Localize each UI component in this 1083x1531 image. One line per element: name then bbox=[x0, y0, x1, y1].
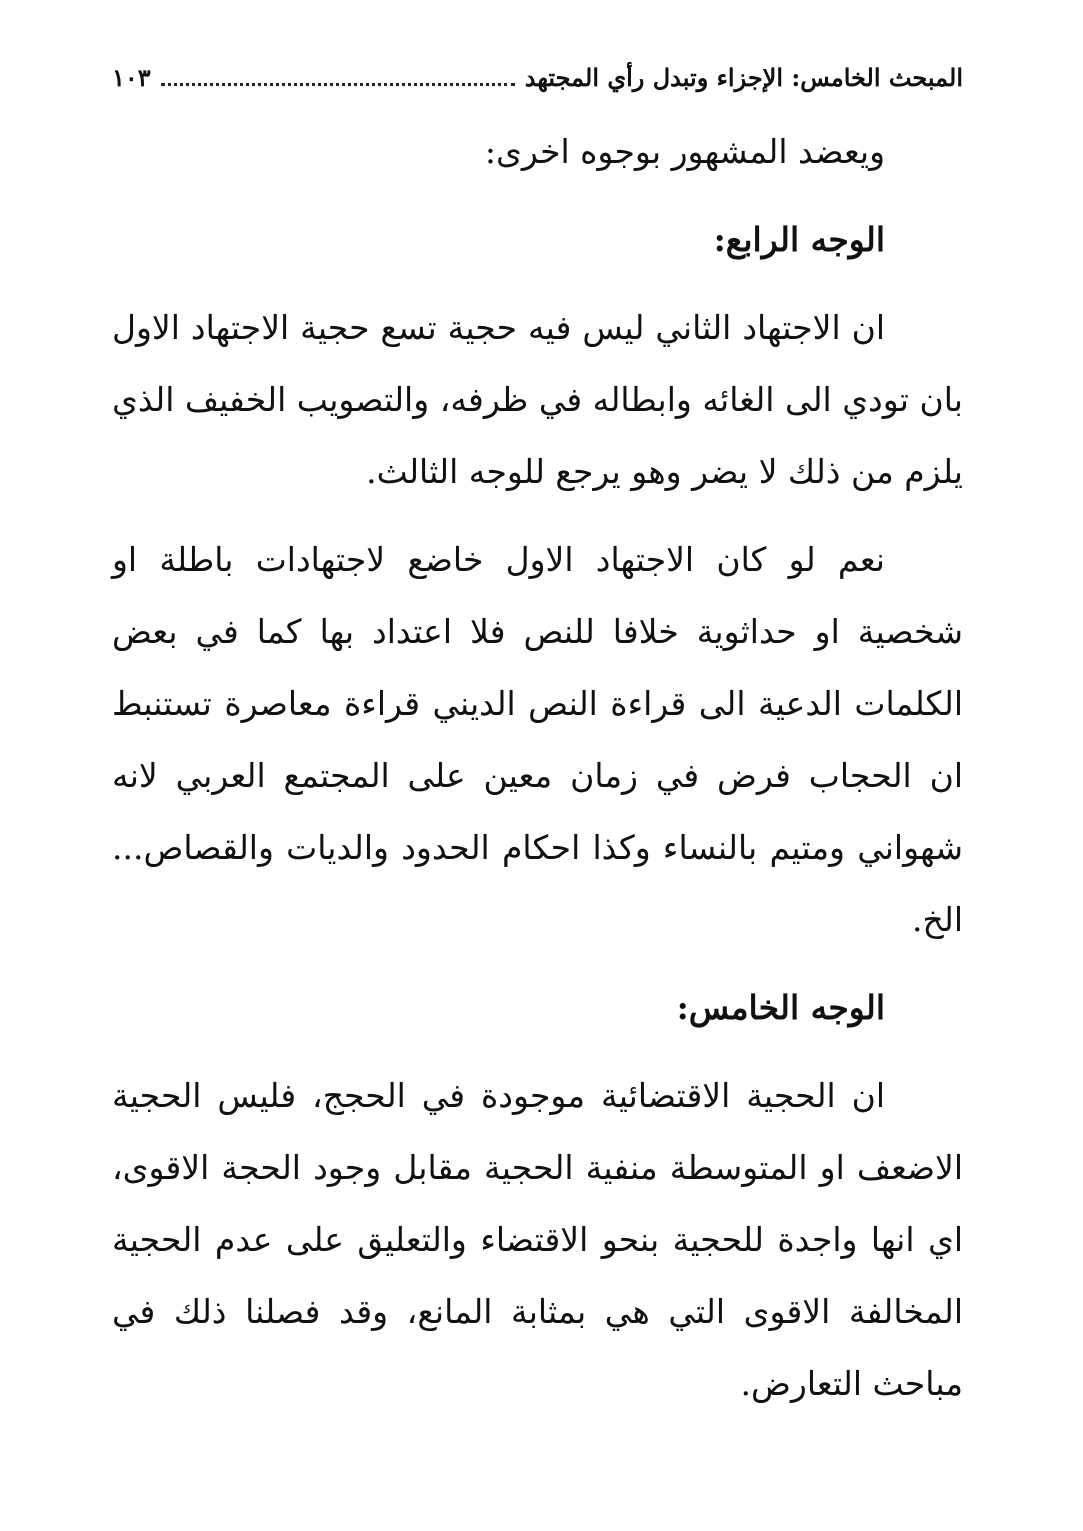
paragraph-fifth-aspect-1: ان الحجية الاقتضائية موجودة في الحجج، فليس الحجية الاضعف او المتوسطة منفية الحجية مقابل وجود الحجة الاقوى، اي انها واجدة للحجية بنحو الاقتضاء والتعليق على عدم الحجية المخالفة الاقوى التي هي بمثابة المانع، وقد فصلنا ذلك في مباحث التعارض. bbox=[112, 1076, 963, 1403]
intro-paragraph: ويعضد المشهور بوجوه اخرى: bbox=[484, 132, 885, 171]
heading-fourth-aspect: الوجه الرابع: bbox=[713, 220, 885, 259]
heading-fifth-aspect: الوجه الخامس: bbox=[676, 988, 885, 1027]
header-title: المبحث الخامس: الإجزاء وتبدل رأي المجتهد bbox=[524, 63, 963, 92]
page-number: ١٠٣ bbox=[112, 63, 151, 92]
running-header bbox=[112, 58, 963, 98]
paragraph-fourth-aspect-1: ان الاجتهاد الثاني ليس فيه حجية تسع حجية الاجتهاد الاول بان تودي الى الغائه وابطاله في ظرفه، والتصويب الخفيف الذي يلزم من ذلك لا يضر وهو يرجع للوجه الثالث. bbox=[112, 308, 963, 491]
paragraph-fourth-aspect-2: نعم لو كان الاجتهاد الاول خاضع لاجتهادات باطلة او شخصية او حداثوية خلافا للنص فلا اعتداد بها كما في بعض الكلمات الدعية الى قراءة النص الديني قراءة معاصرة تستنبط ان الحجاب فرض في زمان معين على المجتمع العربي لانه شهواني ومتيم بالنساء وكذا احكام الحدود والديات والقصاص... الخ. bbox=[112, 540, 963, 939]
header-dot-leader bbox=[161, 83, 515, 86]
body-text bbox=[112, 116, 963, 1420]
